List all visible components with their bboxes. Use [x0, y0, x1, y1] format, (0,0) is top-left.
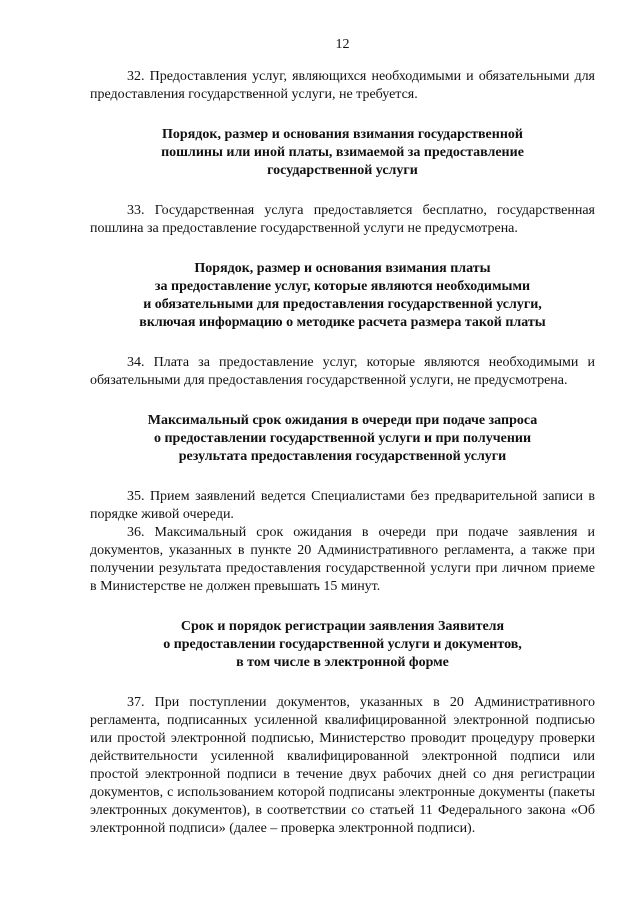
heading-line: государственной услуги — [267, 163, 418, 178]
heading-line: включая информацию о методике расчета размера такой платы — [139, 315, 546, 330]
heading-state-fee — [90, 126, 595, 180]
heading-registration — [90, 618, 595, 672]
document-page — [90, 36, 595, 838]
heading-line: и обязательными для предоставления государственной услуги, — [143, 297, 542, 312]
heading-service-fee — [90, 260, 595, 332]
paragraph-37: 37. При поступлении документов, указанных в 20 Административного регламента, подписанных усиленной квалифицированной электронной подписью или простой электронной подписью, Министерство проводит процедуру проверки действительности усиленной квалифицированной электронной подписи или простой электронной подписи в течение двух рабочих дней со дня регистрации документов, с использованием которой подписаны электронные документы (пакеты электронных документов), в соответствии со статьей 11 Федерального закона «Об электронной подписи» (далее – проверка электронной подписи). — [90, 695, 595, 836]
heading-line: результата предоставления государственной услуги — [178, 449, 507, 464]
heading-line: о предоставлении государственной услуги и документов, — [163, 637, 522, 652]
heading-line: Срок и порядок регистрации заявления Заявителя — [180, 619, 505, 634]
heading-line: пошлины или иной платы, взимаемой за предоставление — [161, 145, 524, 160]
heading-line: Порядок, размер и основания взимания платы — [194, 261, 491, 276]
paragraph-35: 35. Прием заявлений ведется Специалистами без предварительной записи в порядке живой очереди. — [90, 489, 595, 522]
heading-queue-time — [90, 412, 595, 466]
page-number: 12 — [335, 37, 350, 52]
heading-line: за предоставление услуг, которые являются необходимыми — [154, 279, 531, 294]
heading-line: о предоставлении государственной услуги и при получении — [153, 431, 532, 446]
paragraph-32: 32. Предоставления услуг, являющихся необходимыми и обязательными для предоставления государственной услуги, не требуется. — [90, 69, 595, 102]
paragraph-33: 33. Государственная услуга предоставляется бесплатно, государственная пошлина за предоставление государственной услуги не предусмотрена. — [90, 203, 595, 236]
heading-line: Порядок, размер и основания взимания государственной — [162, 127, 523, 142]
heading-line: в том числе в электронной форме — [236, 655, 449, 670]
heading-line: Максимальный срок ожидания в очереди при подаче запроса — [147, 413, 538, 428]
paragraph-36: 36. Максимальный срок ожидания в очереди при подаче заявления и документов, указанных в пункте 20 Административного регламента, а также при получении результата предоставления государственной услуги при личном приеме в Министерстве не должен превышать 15 минут. — [90, 525, 595, 594]
paragraph-34: 34. Плата за предоставление услуг, которые являются необходимыми и обязательными для предоставления государственной услуги, не предусмотрена. — [90, 355, 595, 388]
